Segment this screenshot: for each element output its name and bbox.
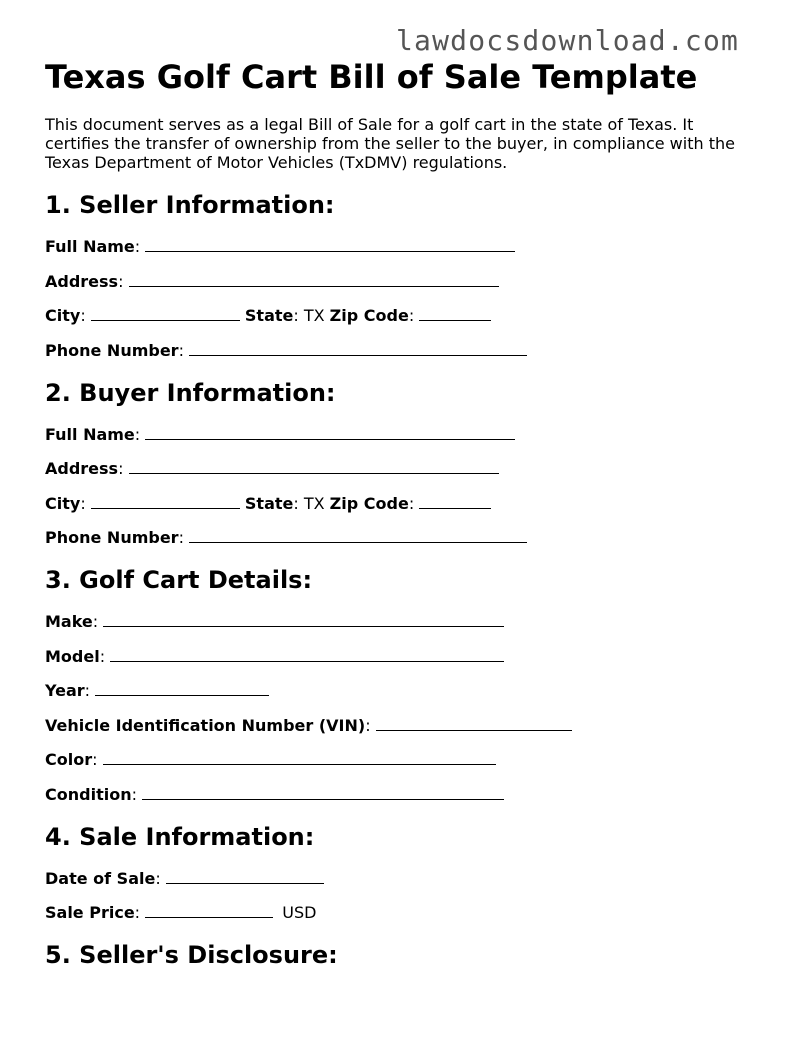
buyer-city-row (45, 494, 765, 513)
seller-full-name-label: Full Name (45, 237, 135, 256)
seller-phone-field[interactable] (189, 341, 527, 356)
seller-full-name-row (45, 237, 765, 256)
colon: : (84, 681, 91, 700)
cart-color-label: Color (45, 750, 93, 769)
seller-address-label: Address (45, 271, 119, 291)
colon: : (155, 868, 161, 888)
cart-model-label: Model (45, 646, 100, 666)
cart-year-label: Year (45, 681, 85, 700)
buyer-state-label: State (244, 493, 294, 513)
colon: : (365, 715, 371, 735)
buyer-address-row (45, 459, 765, 478)
buyer-city-label: City (45, 493, 81, 513)
buyer-phone-label: Phone Number (45, 528, 179, 547)
seller-address-row (45, 272, 765, 291)
sale-price-row (45, 903, 765, 922)
colon: : (178, 340, 184, 360)
buyer-section-title: 2. Buyer Information: (45, 378, 336, 407)
sale-section-title: 4. Sale Information: (45, 822, 315, 851)
buyer-phone-row (45, 528, 765, 547)
watermark: lawdocsdownload.com (396, 24, 740, 57)
cart-year-row (45, 681, 765, 700)
sale-date-row (45, 869, 765, 888)
seller-city-field[interactable] (91, 306, 240, 321)
buyer-city-field[interactable] (91, 494, 240, 509)
cart-color-row (45, 750, 765, 769)
sale-fields (45, 869, 765, 923)
intro-paragraph: This document serves as a legal Bill of Sale for a golf cart in the state of Texas. It certifies the transfer of ownership from the seller to the buyer, in compliance with the Texas Department of Motor Vehicles (TxDMV) regulations. (45, 115, 735, 172)
sale-price-label: Sale Price (45, 903, 135, 922)
colon: : (134, 903, 141, 922)
colon: : (408, 306, 415, 325)
seller-phone-label: Phone Number (45, 340, 179, 360)
seller-state-label: State (244, 306, 294, 325)
colon: : (118, 271, 124, 291)
seller-zip-label: Zip Code (329, 306, 409, 325)
disclosure-section-title: 5. Seller's Disclosure: (45, 941, 338, 969)
seller-full-name-field[interactable] (145, 237, 515, 252)
cart-vin-label: Vehicle Identification Number (VIN) (45, 715, 366, 735)
cart-condition-field[interactable] (142, 785, 504, 800)
sale-price-currency: USD (282, 903, 317, 922)
cart-model-row (45, 647, 765, 666)
buyer-fields (45, 425, 765, 548)
colon: : (92, 612, 99, 631)
colon: : (99, 646, 106, 666)
colon: : (178, 528, 184, 547)
cart-color-field[interactable] (103, 750, 496, 765)
colon: : (408, 493, 415, 513)
seller-city-label: City (45, 306, 81, 325)
colon: : (131, 784, 137, 804)
cart-vin-row (45, 716, 765, 735)
colon: : (293, 306, 299, 325)
colon: : (293, 493, 299, 513)
seller-phone-row (45, 341, 765, 360)
buyer-address-label: Address (45, 459, 119, 478)
cart-year-field[interactable] (95, 681, 269, 696)
cart-condition-row (45, 785, 765, 804)
seller-city-row (45, 306, 765, 325)
buyer-full-name-label: Full Name (45, 424, 135, 444)
cart-model-field[interactable] (110, 647, 504, 662)
buyer-state-value: TX (303, 493, 325, 513)
cart-condition-label: Condition (45, 784, 132, 804)
buyer-full-name-row (45, 425, 765, 444)
colon: : (80, 306, 86, 325)
sale-date-field[interactable] (166, 869, 324, 884)
buyer-zip-label: Zip Code (329, 493, 409, 513)
colon: : (118, 459, 124, 478)
buyer-phone-field[interactable] (189, 528, 527, 543)
colon: : (134, 237, 141, 256)
buyer-zip-field[interactable] (419, 494, 491, 509)
document-page (45, 57, 765, 970)
document-title: Texas Golf Cart Bill of Sale Template (45, 58, 698, 96)
cart-vin-field[interactable] (376, 716, 572, 731)
seller-address-field[interactable] (129, 272, 499, 287)
seller-zip-field[interactable] (419, 306, 491, 321)
seller-state-value: TX (303, 306, 325, 325)
seller-section-title: 1. Seller Information: (45, 191, 335, 219)
cart-make-field[interactable] (103, 612, 504, 627)
colon: : (134, 424, 141, 444)
sale-price-field[interactable] (145, 903, 273, 918)
colon: : (92, 750, 98, 769)
cart-fields (45, 612, 765, 804)
buyer-full-name-field[interactable] (145, 425, 515, 440)
cart-section-title: 3. Golf Cart Details: (45, 566, 313, 594)
sale-date-label: Date of Sale (45, 868, 156, 888)
cart-make-label: Make (45, 612, 93, 631)
cart-make-row (45, 612, 765, 631)
seller-fields (45, 237, 765, 360)
buyer-address-field[interactable] (129, 459, 499, 474)
colon: : (80, 493, 86, 513)
